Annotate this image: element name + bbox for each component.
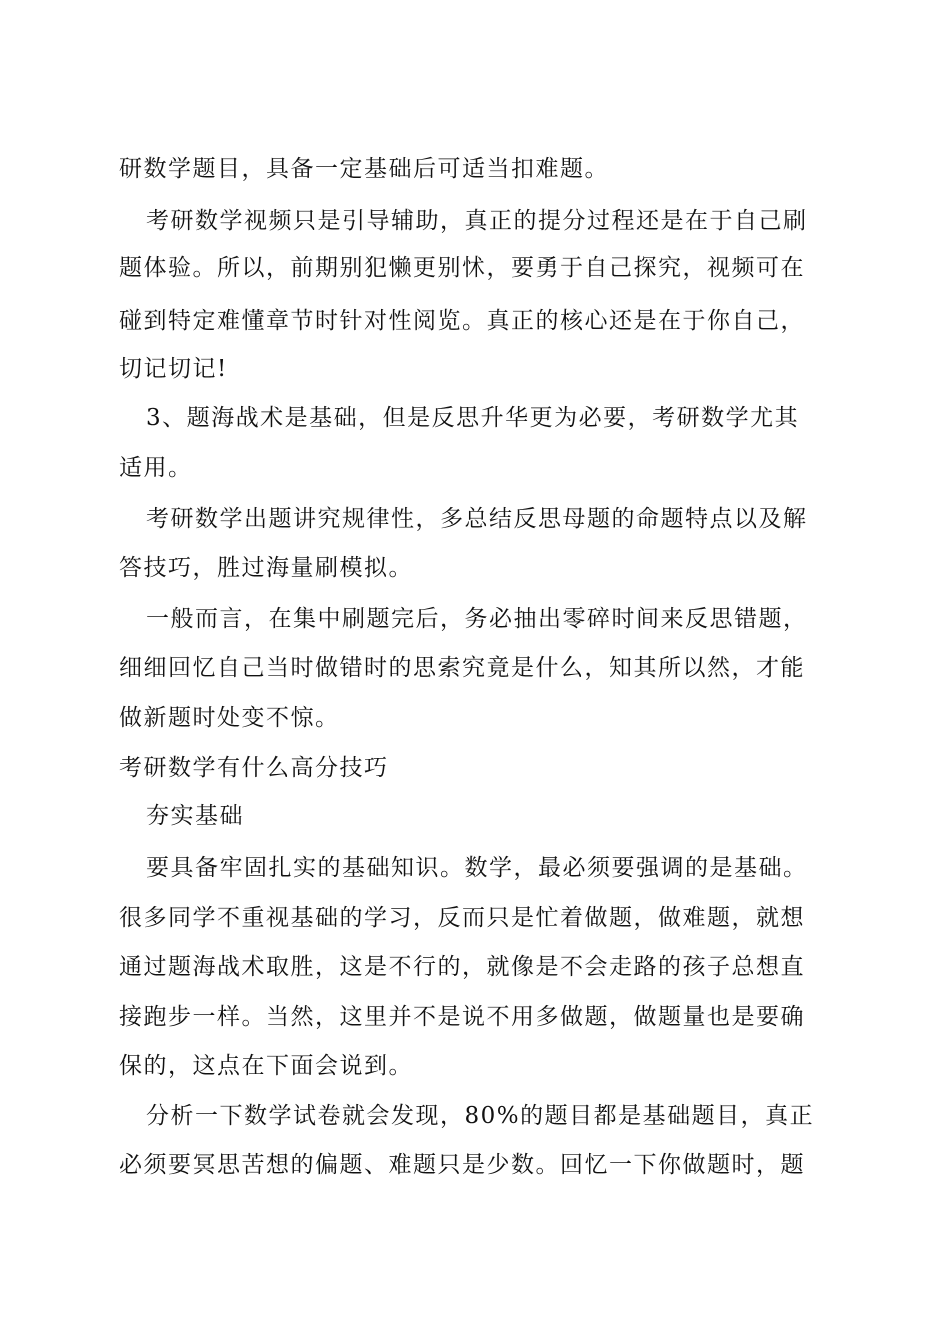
subheading: 夯实基础 bbox=[146, 803, 244, 829]
text-line: 必须要冥思苦想的偏题、难题只是少数。回忆一下你做题时，题 bbox=[119, 1152, 805, 1178]
text-line: 很多同学不重视基础的学习，反而只是忙着做题，做难题，就想 bbox=[119, 905, 805, 931]
text-line: 题体验。所以，前期别犯懒更别怵，要勇于自己探究，视频可在 bbox=[119, 255, 805, 281]
text-line: 接跑步一样。当然，这里并不是说不用多做题，做题量也是要确 bbox=[119, 1004, 805, 1030]
paragraph-start: 一般而言，在集中刷题完后，务必抽出零碎时间来反思错题， bbox=[146, 606, 808, 632]
paragraph-start: 考研数学视频只是引导辅助，真正的提分过程还是在于自己刷 bbox=[146, 208, 808, 234]
paragraph-start: 3、题海战术是基础，但是反思升华更为必要，考研数学尤其 bbox=[146, 405, 800, 431]
text-line: 保的，这点在下面会说到。 bbox=[119, 1053, 413, 1079]
text-line: 答技巧，胜过海量刷模拟。 bbox=[119, 555, 413, 581]
text-line: 研数学题目，具备一定基础后可适当扣难题。 bbox=[119, 156, 609, 182]
text-line: 切记切记! bbox=[119, 356, 228, 382]
text-line: 做新题时处变不惊。 bbox=[119, 705, 340, 731]
section-heading: 考研数学有什么高分技巧 bbox=[119, 755, 389, 781]
text-line: 碰到特定难懂章节时针对性阅览。真正的核心还是在于你自己， bbox=[119, 308, 805, 334]
text-line: 细细回忆自己当时做错时的思索究竟是什么，知其所以然，才能 bbox=[119, 655, 805, 681]
paragraph-start: 要具备牢固扎实的基础知识。数学，最必须要强调的是基础。 bbox=[146, 855, 808, 881]
paragraph-start: 分析一下数学试卷就会发现，80%的题目都是基础题目，真正 bbox=[146, 1103, 815, 1129]
paragraph-start: 考研数学出题讲究规律性，多总结反思母题的命题特点以及解 bbox=[146, 506, 808, 532]
text-line: 适用。 bbox=[119, 455, 193, 481]
text-line: 通过题海战术取胜，这是不行的，就像是不会走路的孩子总想直 bbox=[119, 954, 805, 980]
